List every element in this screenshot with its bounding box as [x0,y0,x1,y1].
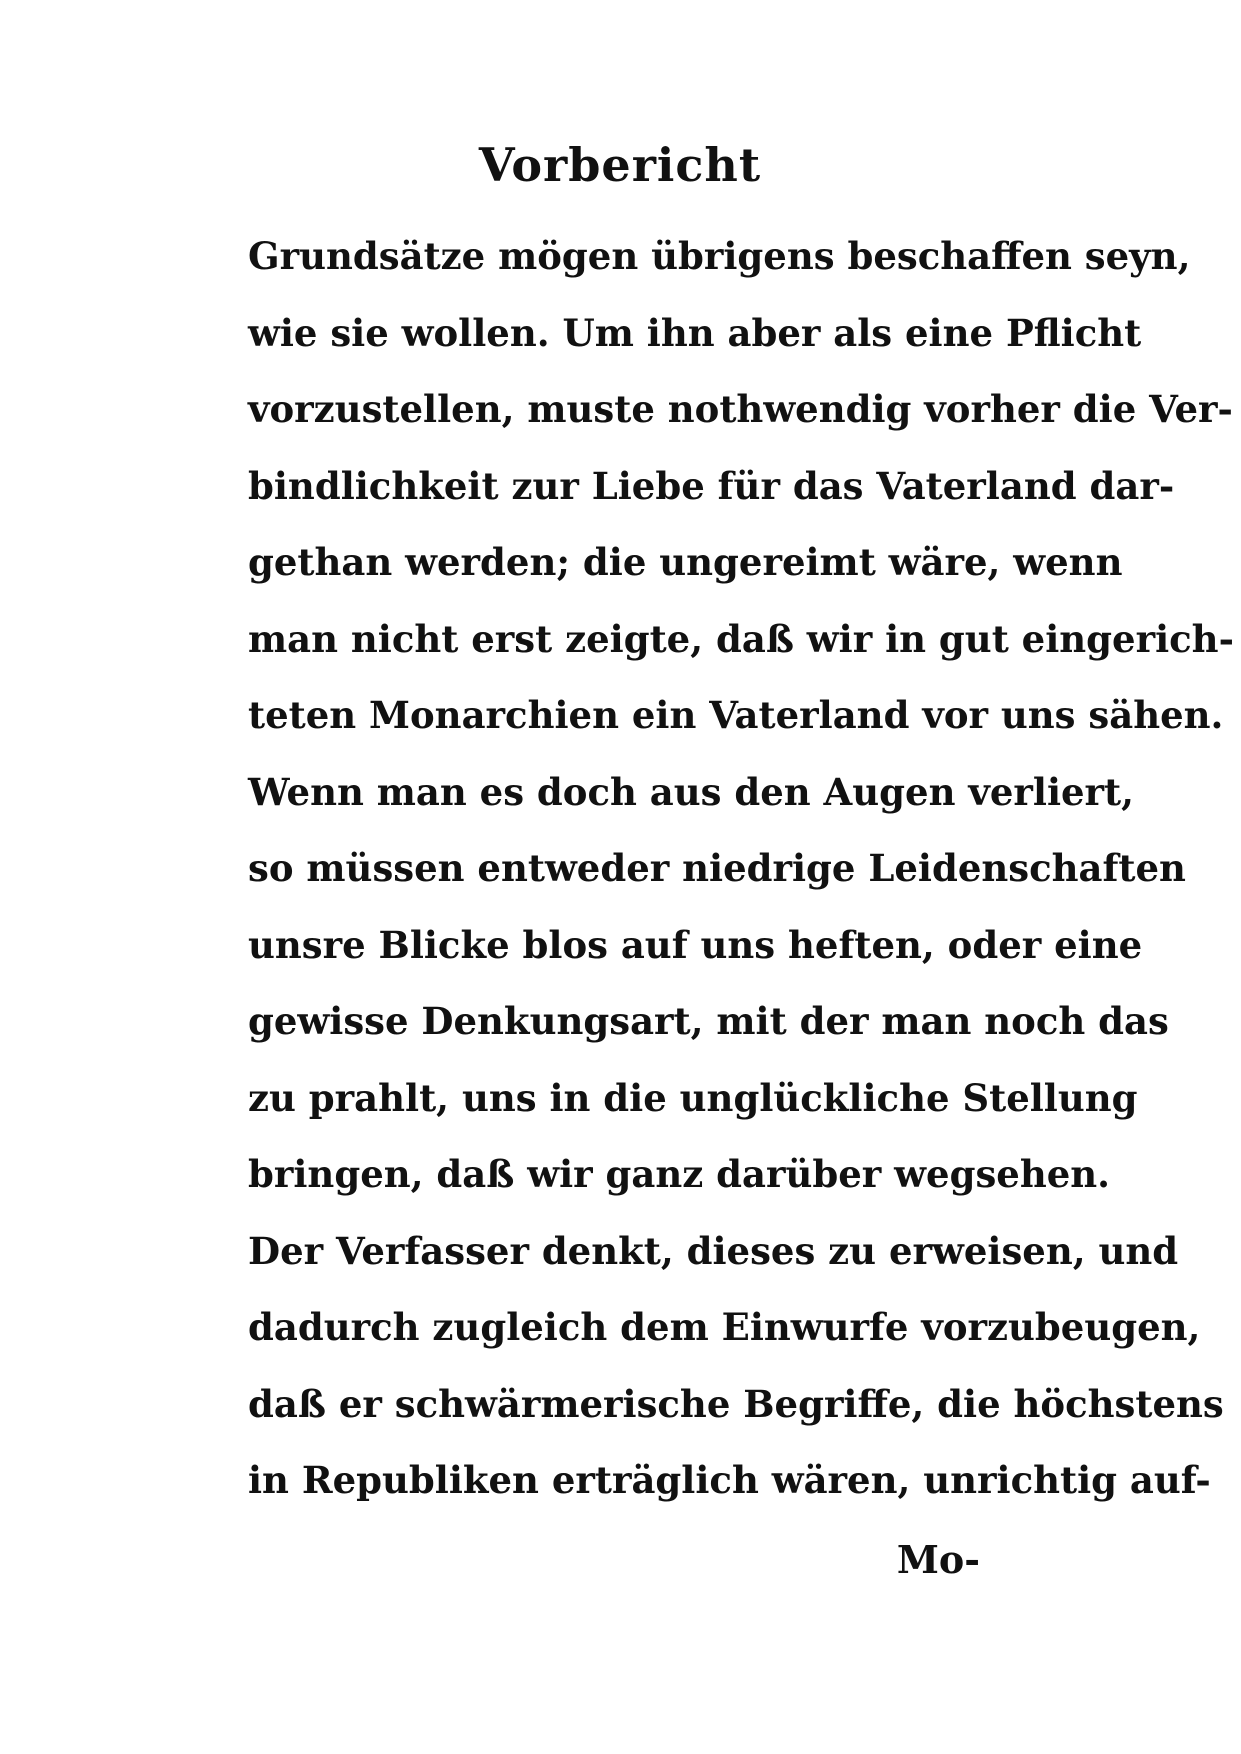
text-line: so müssen entweder niedrige Leidenschaften [248,846,1186,890]
text-line: Wenn man es doch aus den Augen verliert, [248,769,1135,814]
page-header: Vorbericht [478,138,762,192]
text-line: zu prahlt, uns in die unglückliche Stellung [248,1075,1138,1120]
text-line: bindlichkeit zur Liebe für das Vaterland dar- [248,463,1175,508]
text-line: vorzustellen, muste nothwendig vorher die Ver- [248,387,1233,431]
text-line: bringen, daß wir ganz darüber wegsehen. [248,1152,1111,1196]
text-line: dadurch zugleich dem Einwurfe vorzubeugen, [248,1305,1201,1349]
body-text [248,218,1234,1519]
catchword: Mo- [896,1537,980,1582]
text-line: man nicht erst zeigte, daß wir in gut eingerich- [248,616,1234,661]
text-line: gewisse Denkungsart, mit der man noch das [248,999,1169,1043]
text-line: in Republiken erträglich wären, unrichtig auf- [248,1458,1211,1502]
text-line: wie sie wollen. Um ihn aber als eine Pflicht [248,310,1142,355]
text-line: unsre Blicke blos auf uns heften, oder eine [248,922,1143,967]
text-line: gethan werden; die ungereimt wäre, wenn [248,540,1123,584]
text-line: daß er schwärmerische Begriffe, die höchstens [248,1381,1224,1426]
text-line: teten Monarchien ein Vaterland vor uns sähen. [248,693,1224,737]
text-line: Der Verfasser denkt, dieses zu erweisen, und [248,1228,1179,1273]
text-line: Grundsätze mögen übrigens beschaffen seyn, [248,234,1191,278]
